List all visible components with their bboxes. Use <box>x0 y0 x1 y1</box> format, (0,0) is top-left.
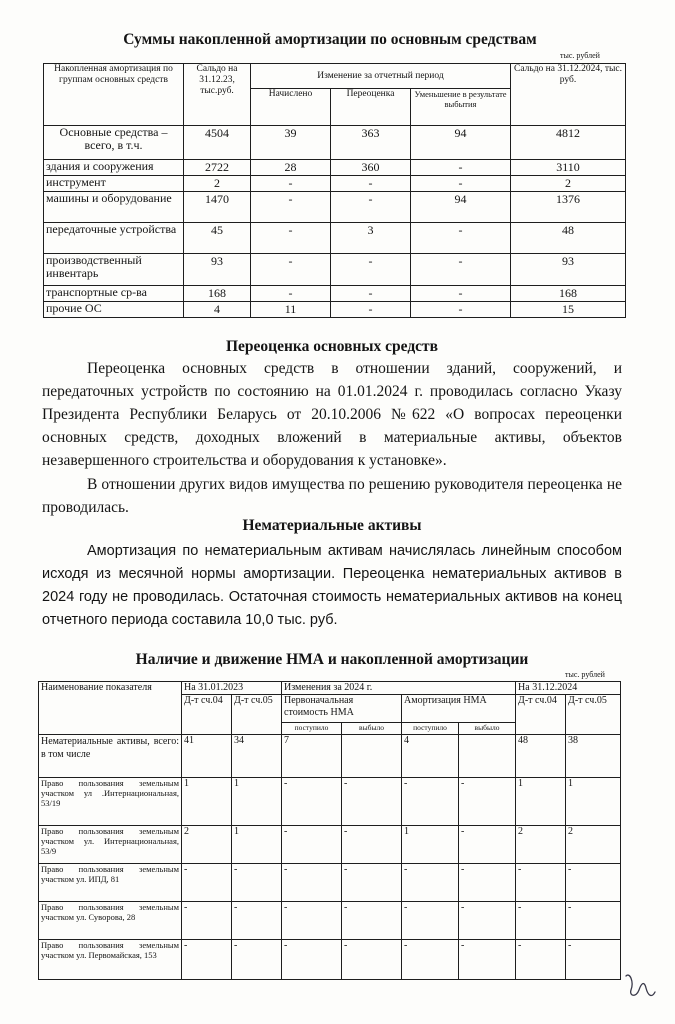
cell: - <box>182 902 232 940</box>
cell: - <box>232 902 282 940</box>
table-row <box>39 864 621 902</box>
cell: - <box>182 940 232 980</box>
cell: 11 <box>251 302 331 318</box>
header-end-dt05: Д-т сч.05 <box>566 695 621 735</box>
cell: 41 <box>182 735 232 778</box>
cell: 94 <box>411 126 511 160</box>
cell: 1470 <box>184 192 251 223</box>
cell: 168 <box>184 286 251 302</box>
header-saldo-end: Сальдо на 31.12.2024, тыс. руб. <box>511 64 626 126</box>
cell: - <box>282 826 342 864</box>
fixed-assets-amortization-table <box>43 63 626 318</box>
cell: 45 <box>184 223 251 254</box>
header-start-dt05: Д-т сч.05 <box>232 695 282 735</box>
cell: - <box>251 254 331 286</box>
cell: - <box>402 778 459 826</box>
row-name: машины и оборудование <box>44 192 184 223</box>
cell: - <box>566 902 621 940</box>
cell: - <box>402 864 459 902</box>
table-row <box>44 302 626 318</box>
cell: 168 <box>511 286 626 302</box>
cell: - <box>331 302 411 318</box>
cell: 93 <box>511 254 626 286</box>
cell: 3 <box>331 223 411 254</box>
cell: - <box>331 176 411 192</box>
cell: - <box>411 160 511 176</box>
cell: 363 <box>331 126 411 160</box>
cell: - <box>331 254 411 286</box>
cell: 2 <box>184 176 251 192</box>
cell: - <box>182 864 232 902</box>
row-name: Право пользования земельным участком ул .Интернациональная, 53/19 <box>39 778 182 826</box>
cell: - <box>232 864 282 902</box>
cell: 94 <box>411 192 511 223</box>
header-ic-disposed: выбыло <box>342 723 402 735</box>
cell: 1 <box>402 826 459 864</box>
cell: - <box>331 192 411 223</box>
cell: 4 <box>184 302 251 318</box>
cell: 1 <box>182 778 232 826</box>
cell: 2 <box>566 826 621 864</box>
cell: - <box>251 192 331 223</box>
revaluation-paragraph-2: В отношении других видов имущества по решению руководителя переоценка не проводилась. <box>42 476 622 516</box>
cell: 3110 <box>511 160 626 176</box>
cell: - <box>282 778 342 826</box>
cell <box>459 735 516 778</box>
cell: - <box>342 826 402 864</box>
cell: - <box>459 940 516 980</box>
handwritten-mark <box>622 968 662 1004</box>
cell: - <box>459 826 516 864</box>
cell: - <box>402 902 459 940</box>
cell: - <box>282 940 342 980</box>
cell: 2 <box>511 176 626 192</box>
cell: 4 <box>402 735 459 778</box>
header-start: На 31.01.2023 <box>182 682 282 695</box>
row-name: Основные средства – всего, в т.ч. <box>44 126 184 160</box>
cell: - <box>282 902 342 940</box>
header-ic-received: поступило <box>282 723 342 735</box>
cell: - <box>566 940 621 980</box>
row-name: передаточные устройства <box>44 223 184 254</box>
cell: - <box>402 940 459 980</box>
cell: - <box>251 223 331 254</box>
cell: 28 <box>251 160 331 176</box>
cell: 2 <box>516 826 566 864</box>
cell: - <box>566 864 621 902</box>
row-name: производственный инвентарь <box>44 254 184 286</box>
table-row <box>39 902 621 940</box>
cell: 34 <box>232 735 282 778</box>
header-end: На 31.12.2024 <box>516 682 621 695</box>
table-row <box>39 940 621 980</box>
cell: - <box>459 902 516 940</box>
header-start-dt04: Д-т сч.04 <box>182 695 232 735</box>
cell: - <box>331 286 411 302</box>
section1-title: Суммы накопленной амортизации по основным средствам <box>123 31 537 48</box>
row-name: Право пользования земельным участком ул. ИПД, 81 <box>39 864 182 902</box>
cell: - <box>516 864 566 902</box>
row-name: инструмент <box>44 176 184 192</box>
header-change: Изменение за отчетный период <box>251 64 511 89</box>
header-group: Накопленная амортизация по группам основных средств <box>44 64 184 126</box>
revaluation-paragraph-1: Переоценка основных средств в отношении зданий, сооружений, и передаточных устройств по состоянию на 01.01.2024 г. проводилась согласно Указу Президента Республики Беларусь от 20.10.2006 №622 «О вопросах переоценки основных средств, доходных вложений в материальные активы, объектов незавершенного строительства и оборудования к установке». <box>42 360 622 469</box>
table-row <box>44 254 626 286</box>
header-name: Наименование показателя <box>39 682 182 735</box>
table-row <box>44 223 626 254</box>
cell: 4504 <box>184 126 251 160</box>
row-name: транспортные ср-ва <box>44 286 184 302</box>
cell: - <box>251 286 331 302</box>
header-am-disposed: выбыло <box>459 723 516 735</box>
cell: - <box>342 902 402 940</box>
cell: 1 <box>566 778 621 826</box>
cell: - <box>282 864 342 902</box>
row-name: Право пользования земельным участком ул. Суворова, 28 <box>39 902 182 940</box>
cell: 360 <box>331 160 411 176</box>
table-row <box>44 192 626 223</box>
cell: 4812 <box>511 126 626 160</box>
cell: - <box>342 778 402 826</box>
row-name: прочие ОС <box>44 302 184 318</box>
header-amortization: Амортизация НМА <box>402 695 516 723</box>
cell: - <box>459 864 516 902</box>
section2-title: Переоценка основных средств <box>225 338 439 355</box>
header-initial-cost: Первоначальная стоимость НМА <box>282 695 402 723</box>
header-revaluation: Переоценка <box>331 89 411 126</box>
cell: 1376 <box>511 192 626 223</box>
cell: 39 <box>251 126 331 160</box>
cell: 48 <box>511 223 626 254</box>
section4-title: Наличие и движение НМА и накопленной амортизации <box>135 651 529 668</box>
cell: - <box>516 940 566 980</box>
table-row <box>44 176 626 192</box>
header-saldo-start: Сальдо на 31.12.23, тыс.руб. <box>184 64 251 126</box>
table-row <box>39 826 621 864</box>
row-name: Нематериальные активы, всего: в том числе <box>39 735 182 778</box>
cell: 7 <box>282 735 342 778</box>
section3-title: Нематериальные активы <box>242 517 422 534</box>
row-name: Право пользования земельным участком ул. Интернациональная, 53/9 <box>39 826 182 864</box>
cell: - <box>411 176 511 192</box>
row-name: здания и сооружения <box>44 160 184 176</box>
cell: - <box>342 940 402 980</box>
cell: 1 <box>232 826 282 864</box>
header-decrease: Уменьшение в результате выбытия <box>411 89 511 126</box>
cell: 15 <box>511 302 626 318</box>
cell: - <box>411 223 511 254</box>
table-row <box>44 286 626 302</box>
cell: 1 <box>232 778 282 826</box>
cell <box>342 735 402 778</box>
section4-unit: тыс. рублей <box>565 670 605 679</box>
header-end-dt04: Д-т сч.04 <box>516 695 566 735</box>
cell: - <box>232 940 282 980</box>
cell: 1 <box>516 778 566 826</box>
cell: - <box>342 864 402 902</box>
cell: - <box>459 778 516 826</box>
cell: 2 <box>182 826 232 864</box>
cell: 48 <box>516 735 566 778</box>
header-changes: Изменения за 2024 г. <box>282 682 516 695</box>
row-name: Право пользования земельным участком ул. Первомайская, 153 <box>39 940 182 980</box>
cell: - <box>411 286 511 302</box>
cell: - <box>411 254 511 286</box>
header-am-received: поступило <box>402 723 459 735</box>
intangible-assets-table <box>38 681 621 980</box>
table-row <box>44 160 626 176</box>
cell: - <box>516 902 566 940</box>
table-row <box>39 735 621 778</box>
intangible-paragraph: Амортизация по нематериальным активам начислялась линейным способом исходя из месячной нормы амортизации. Переоценка нематериальных активов в 2024 году не проводилась. Остаточная стоимость нематериальных активов на конец отчетного периода составила 10,0 тыс. руб. <box>42 543 622 628</box>
cell: - <box>251 176 331 192</box>
cell: 2722 <box>184 160 251 176</box>
section1-unit: тыс. рублей <box>560 51 600 60</box>
cell: - <box>411 302 511 318</box>
cell: 93 <box>184 254 251 286</box>
cell: 38 <box>566 735 621 778</box>
table-row <box>39 778 621 826</box>
header-accrued: Начислено <box>251 89 331 126</box>
table-row <box>44 126 626 160</box>
